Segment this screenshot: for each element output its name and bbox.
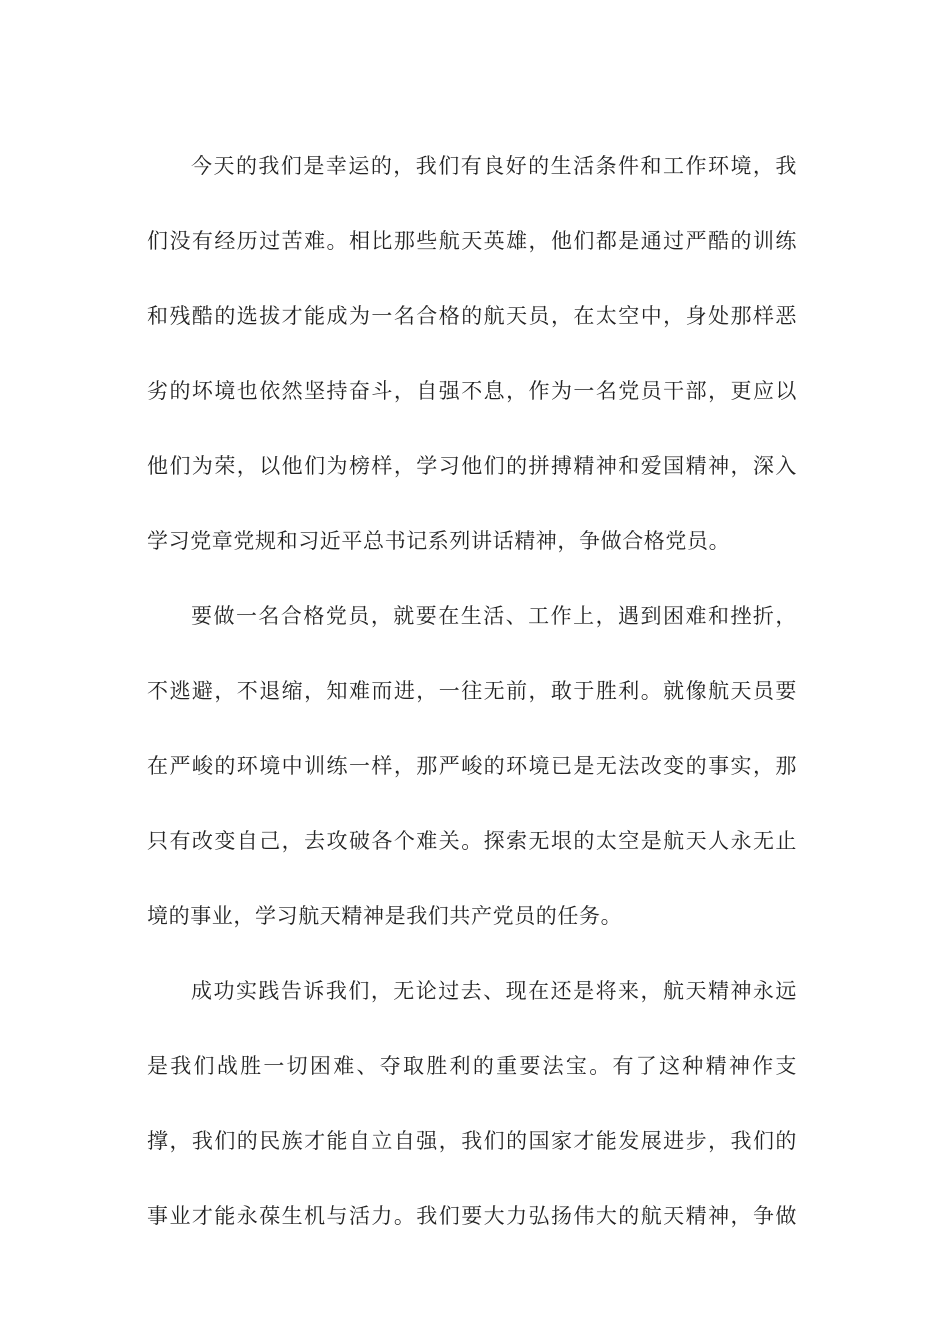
paragraph-line: 今天的我们是幸运的，我们有良好的生活条件和工作环境，我 <box>191 154 797 178</box>
paragraph-line: 在严峻的环境中训练一样，那严峻的环境已是无法改变的事实，那 <box>147 754 797 778</box>
paragraph-line: 们没有经历过苦难。相比那些航天英雄，他们都是通过严酷的训练 <box>147 229 797 253</box>
paragraph-line: 他们为荣，以他们为榜样，学习他们的拼搏精神和爱国精神，深入 <box>147 454 797 478</box>
paragraph-line: 只有改变自己，去攻破各个难关。探索无垠的太空是航天人永无止 <box>147 829 797 853</box>
paragraph-line: 要做一名合格党员，就要在生活、工作上，遇到困难和挫折， <box>191 604 797 628</box>
paragraph-line: 撑，我们的民族才能自立自强，我们的国家才能发展进步，我们的 <box>147 1129 797 1153</box>
paragraph-line: 成功实践告诉我们，无论过去、现在还是将来，航天精神永远 <box>191 979 797 1003</box>
body-text <box>147 129 797 1254</box>
paragraph-line: 是我们战胜一切困难、夺取胜利的重要法宝。有了这种精神作支 <box>147 1054 797 1078</box>
paragraph-line: 和残酷的选拔才能成为一名合格的航天员，在太空中，身处那样恶 <box>147 304 797 328</box>
paragraph-3 <box>147 954 797 1254</box>
paragraph-line: 学习党章党规和习近平总书记系列讲话精神，争做合格党员。 <box>147 529 731 553</box>
paragraph-line: 境的事业，学习航天精神是我们共产党员的任务。 <box>147 904 623 928</box>
paragraph-1 <box>147 129 797 579</box>
paragraph-line: 事业才能永葆生机与活力。我们要大力弘扬伟大的航天精神，争做 <box>147 1204 797 1228</box>
paragraph-line: 不逃避，不退缩，知难而进，一往无前，敢于胜利。就像航天员要 <box>147 679 797 703</box>
paragraph-2 <box>147 579 797 954</box>
paragraph-line: 劣的坏境也依然坚持奋斗，自强不息，作为一名党员干部，更应以 <box>147 379 797 403</box>
